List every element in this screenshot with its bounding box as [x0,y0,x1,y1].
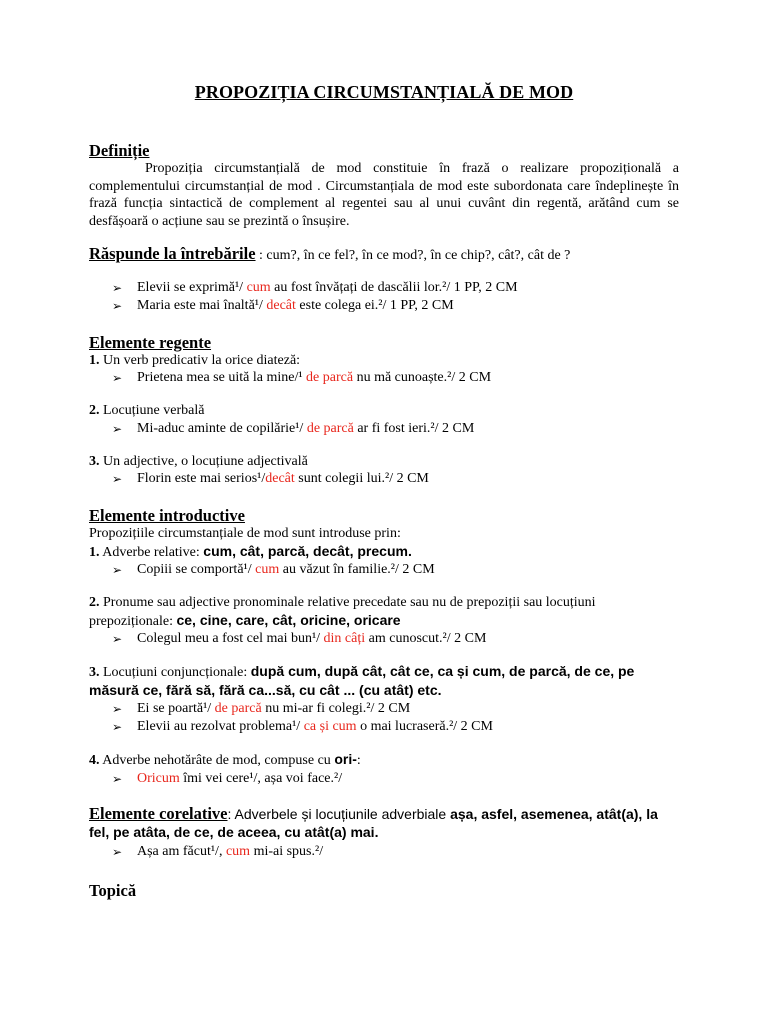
heading-introductive: Elemente introductive [89,506,245,525]
page-title: PROPOZIȚIA CIRCUMSTANȚIALĂ DE MOD [194,82,574,102]
list-item: ➢ Elevii se exprimă¹/ cum au fost învățați de dascălii lor.²/ 1 PP, 2 CM [89,279,679,297]
list-item: ➢ Elevii au rezolvat problema¹/ ca și cum o mai lucraseră.²/ 2 CM [89,718,679,736]
list-item: ➢ Așa am făcut¹/, cum mi-ai spus.²/ [89,843,679,861]
raspunde-examples [89,279,679,315]
introductive-item-1: 1. Adverbe relative: cum, cât, parcă, decât, precum. [89,542,412,560]
introductive-intro: Propozițiile circumstanțiale de mod sunt introduse prin: [89,526,401,541]
list-item: ➢ Colegul meu a fost cel mai bun¹/ din câți am cunoscut.²/ 2 CM [89,630,679,648]
regente-example-2 [89,420,679,438]
introductive-example-4 [89,770,679,788]
introductive-example-1 [89,561,679,579]
regente-item-2: 2. Locuțiune verbală [89,403,205,418]
introductive-item-4: 4. Adverbe nehotărâte de mod, compuse cu ori-: [89,751,361,768]
heading-corelative: Elemente corelative [89,803,228,823]
introductive-example-3 [89,700,679,736]
heading-topica: Topică [89,880,137,900]
list-item: ➢ Prietena mea se uită la mine/¹ de parcă nu mă cunoaște.²/ 2 CM [89,369,679,387]
introductive-example-2 [89,630,679,648]
regente-example-1 [89,369,679,387]
list-item: ➢ Mi-aduc aminte de copilărie¹/ de parcă ar fi fost ieri.²/ 2 CM [89,420,679,438]
regente-item-3: 3. Un adjective, o locuțiune adjectivală [89,453,308,469]
document-page [89,82,679,900]
list-item: ➢ Florin este mai serios¹/decât sunt colegii lui.²/ 2 CM [89,470,679,488]
regente-item-1: 1. Un verb predicativ la orice diateză: [89,352,301,368]
definitie-text: Propoziția circumstanțială de mod constituie în frază o realizare propozițională a complementului circumstanțial de mod . Circumstanțiala de mod este subordonata care îndeplinește în frază funcția sintactică de complement al regentei sau al unui cuvânt din regentă, arătând cum se desfășoară o acțiune sau se prezintă o însușire. [89,161,679,229]
list-item: ➢ Maria este mai înaltă¹/ decât este colega ei.²/ 1 PP, 2 CM [89,297,679,315]
heading-raspunde: Răspunde la întrebările [89,244,256,263]
raspunde-questions: : cum?, în ce fel?, în ce mod?, în ce chip?, cât?, cât de ? [255,248,571,263]
list-item: ➢ Copiii se comportă¹/ cum au văzut în familie.²/ 2 CM [89,561,679,579]
corelative-line: Elemente corelative: Adverbele și locuțiunile adverbiale așa, asfel, asemenea, atât(a), la fel, pe atâta, de ce, de aceea, cu atât(a) mai. [89,803,658,840]
regente-example-3 [89,470,679,488]
raspunde-line [89,244,679,265]
list-item: ➢ Oricum îmi vei cere¹/, așa voi face.²/ [89,770,679,788]
heading-definitie: Definiție [89,141,150,160]
heading-regente: Elemente regente [89,332,212,352]
corelative-example [89,843,679,861]
introductive-item-3: 3. Locuțiuni conjuncționale: după cum, după cât, cât ce, ca și cum, de parcă, de ce, pe măsură ce, fără să, fără ca...să, cu cât ... (cu atât) etc. [89,663,635,698]
introductive-item-2: 2. Pronume sau adjective pronominale relative precedate sau nu de prepoziții sau locuțiuni prepoziționale: ce, cine, care, cât, oricine, oricare [89,595,596,629]
list-item: ➢ Ei se poartă¹/ de parcă nu mi-ar fi colegi.²/ 2 CM [89,700,679,718]
